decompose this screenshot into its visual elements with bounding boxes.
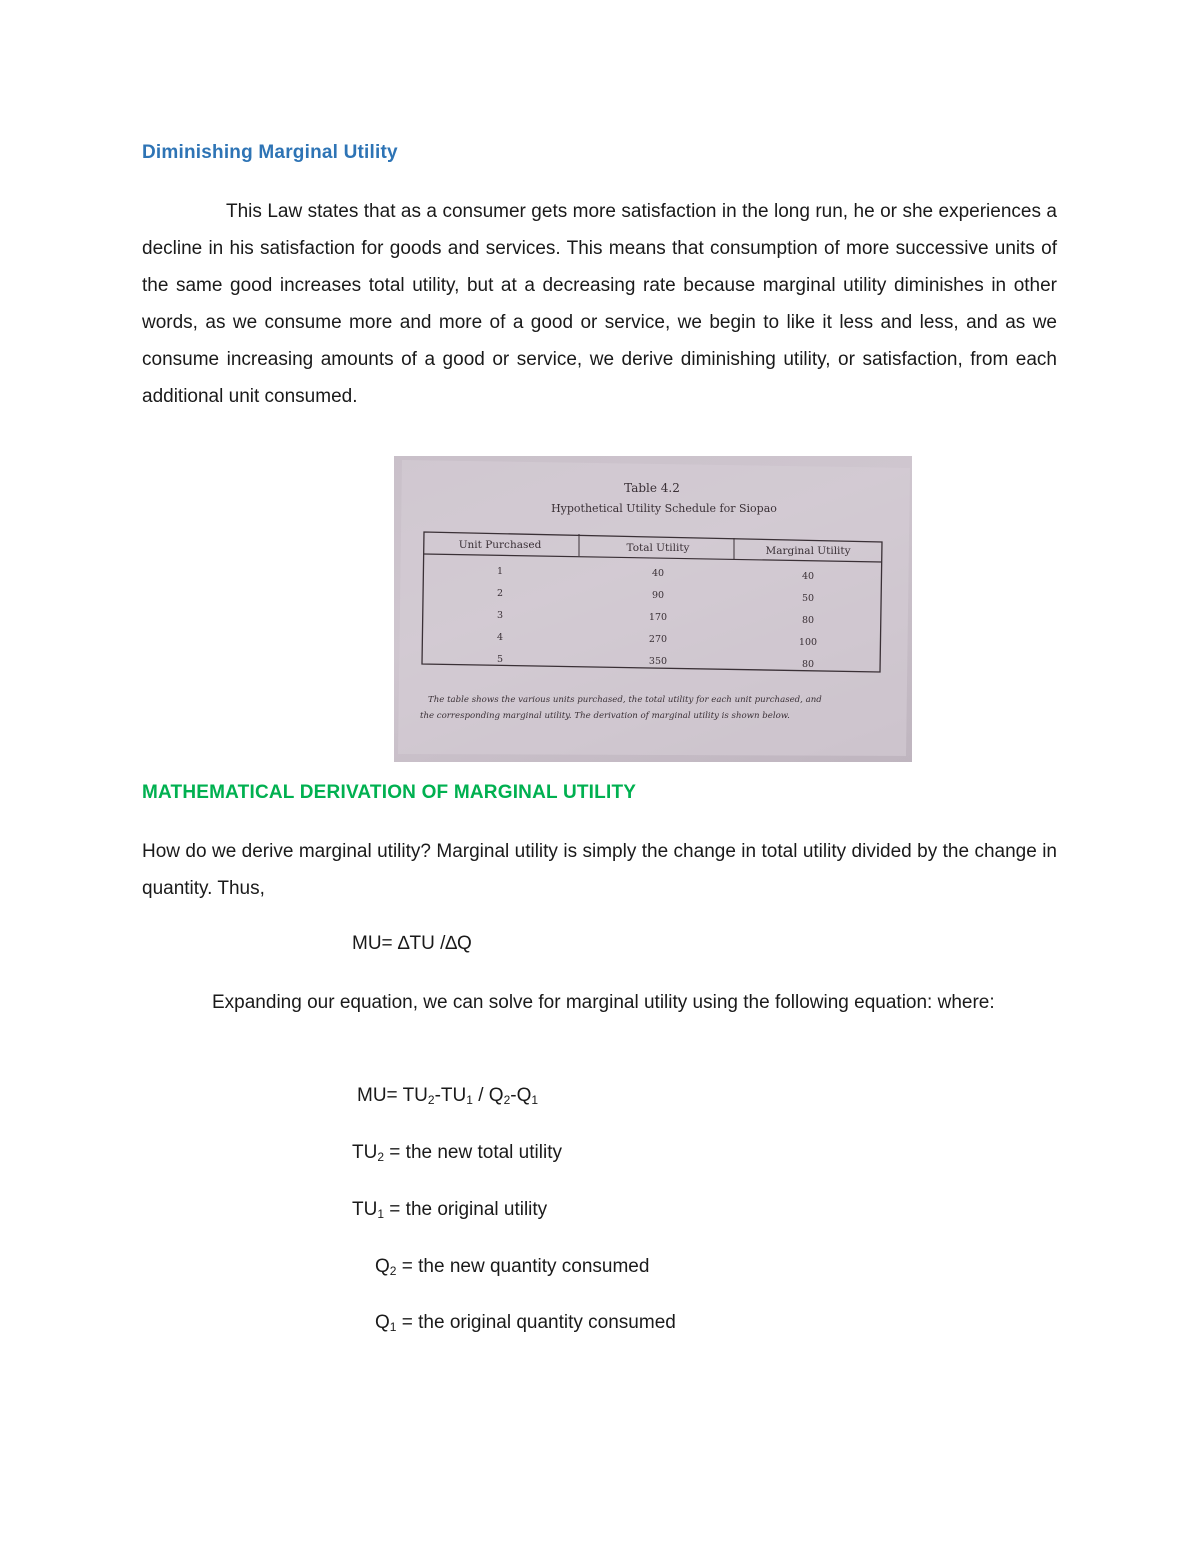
definition-text: = the original utility [384,1199,548,1220]
table-header: Marginal Utility [765,545,851,557]
equation-subscript: 2 [427,1093,435,1107]
equation-part: / Q [472,1085,504,1106]
equation-part: -Q [510,1085,532,1106]
equation-subscript: 2 [503,1093,511,1107]
definition-subscript: 2 [389,1264,397,1278]
definition-text: = the new total utility [384,1142,562,1163]
definition-symbol: Q [375,1312,390,1333]
table-subtitle: Hypothetical Utility Schedule for Siopao [551,502,777,515]
body-paragraph: How do we derive marginal utility? Marginal utility is simply the change in total utility divided by the change in quantity. Thus, [142,841,1057,899]
equation-subscript: 1 [466,1093,473,1107]
paragraph-text: Expanding our equation, we can solve for marginal utility using the following equation: where: [212,992,995,1013]
table-cell: 170 [648,612,668,623]
section-heading: Diminishing Marginal Utility [142,142,398,163]
table-cell: 50 [801,593,815,604]
equation-subscript: 1 [531,1093,539,1107]
definition-text: = the new quantity consumed [396,1256,650,1277]
table-cell: 3 [496,610,504,621]
table-cell: 80 [801,615,815,626]
equation: MU= ∆TU /∆Q [352,933,472,954]
table-cell: 90 [651,590,665,601]
definition-item [375,1256,649,1278]
table-cell: 80 [801,659,815,670]
definition-symbol: TU [352,1142,378,1163]
table-cell: 40 [801,571,815,582]
table-cell: 2 [496,588,504,599]
table-caption: the corresponding marginal utility. The derivation of marginal utility is shown below. [420,711,790,721]
table-cell: 5 [496,654,504,665]
table-cell: 4 [496,632,504,643]
table-title: Table 4.2 [624,481,680,495]
paragraph-text: This Law states that as a consumer gets more satisfaction in the long run, he or she experiences a decline in his satisfaction for goods and services. This means that consumption of more successive units of the same good increases total utility, but at a decreasing rate because marginal utility diminishes in other words, as we consume more and more of a good or service, we begin to like it less and less, and as we consume increasing amounts of a good or service, we derive diminishing utility, or satisfaction, from each additional unit consumed. [142,201,1057,407]
definition-subscript: 2 [377,1150,385,1164]
definition-text: = the original quantity consumed [396,1312,676,1333]
table-header: Unit Purchased [458,539,542,551]
definition-item [375,1312,676,1334]
section-heading: MATHEMATICAL DERIVATION OF MARGINAL UTILITY [142,782,637,803]
definition-subscript: 1 [377,1207,385,1221]
definition-symbol: Q [375,1256,390,1277]
table-cell: 270 [648,634,668,645]
equation-part: MU= TU [357,1085,428,1106]
table-cell: 1 [496,566,504,577]
definition-symbol: TU [352,1199,378,1220]
table-cell: 100 [798,637,818,648]
table-photo [394,456,912,762]
definition-subscript: 1 [389,1320,397,1334]
definition-item [352,1199,547,1221]
table-header: Total Utility [626,542,690,554]
table-caption: The table shows the various units purchased, the total utility for each unit purchased, and [428,695,822,705]
body-paragraph [142,193,1057,415]
equation-part: -TU [434,1085,467,1106]
table-cell: 40 [651,568,665,579]
definition-item [352,1142,562,1164]
body-paragraph [142,984,1057,1021]
table-cell: 350 [648,656,668,667]
equation [357,1085,538,1107]
